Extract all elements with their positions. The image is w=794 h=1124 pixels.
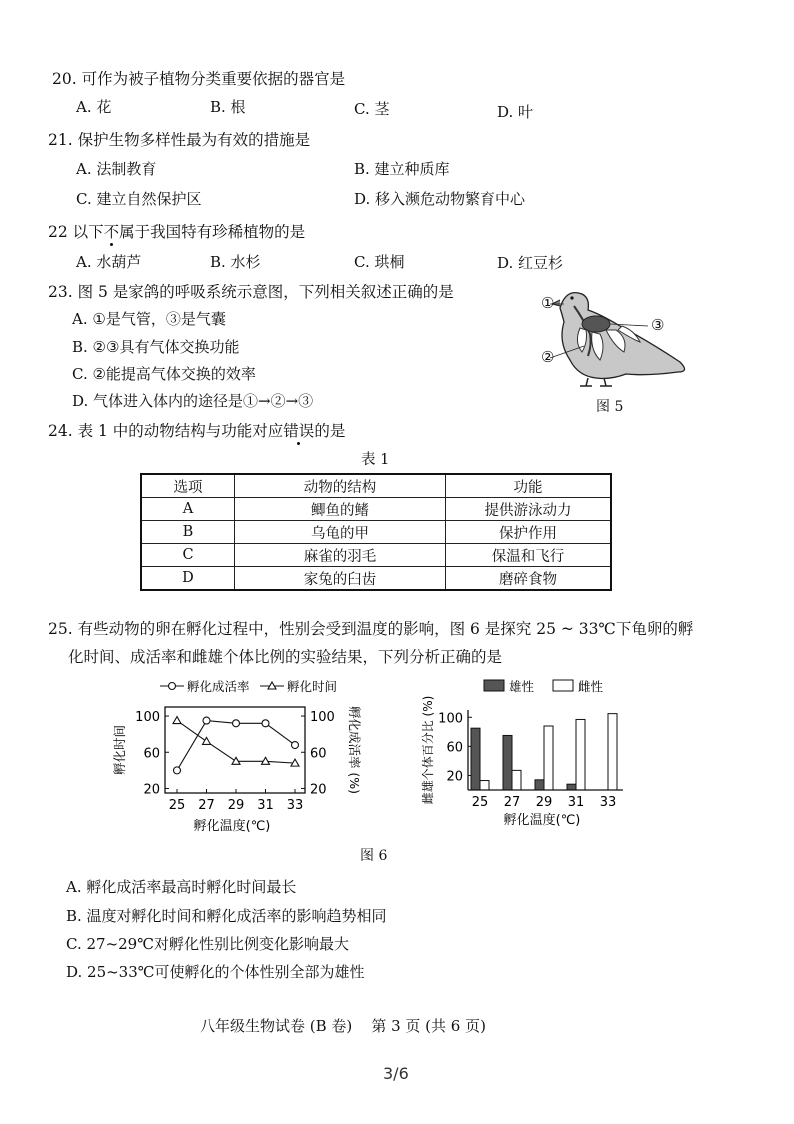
y-right-tick-label: 100 [310,710,335,726]
x-tick-label: 33 [286,798,304,813]
q21-option-a: A. 法制教育 [76,160,157,178]
x-tick-label: 25 [168,798,186,813]
data-point-circle [174,767,181,774]
chart-sex-ratio [418,672,648,842]
legend-circle-marker [169,683,176,690]
bar-female [608,714,617,790]
legend-label: 孵化成活率 [187,679,250,694]
data-point-triangle [173,717,181,724]
table-row [141,544,611,567]
q25-stem-line1: 25. 有些动物的卵在孵化过程中，性别会受到温度的影响，图 6 是探究 25 ~ 33℃下龟卵的孵 [48,620,694,638]
table-row [141,498,611,521]
bar-male [503,735,512,790]
table-row [141,521,611,544]
q22-option-a: A. 水葫芦 [76,253,142,271]
q23-option-d: D. 气体进入体内的途径是①→②→③ [72,392,314,410]
q21-option-d: D. 移入濒危动物繁育中心 [354,190,526,208]
bar-female [512,770,521,790]
chart1-y-right-label: 孵化成活率 (%) [347,705,362,795]
chart2-legend [484,679,604,694]
y-left-tick-label: 60 [143,746,160,762]
table-cell: B [141,521,235,544]
q22-stem: 22 以下不属于我国特有珍稀植物的是 [48,223,306,241]
figure5-label-1: ① [541,294,555,312]
figure6-caption: 图 6 [360,848,388,864]
table-cell: 保护作用 [446,521,612,544]
chart2-x-label: 孵化温度(℃) [503,813,581,828]
q22-option-c: C. 珙桐 [354,253,405,271]
legend-label: 孵化时间 [287,679,338,694]
q20-option-d: D. 叶 [497,103,534,121]
q24-stem: 24. 表 1 中的动物结构与功能对应错误的是 [48,422,346,440]
figure5-label-3: ③ [651,316,665,334]
bar-female [544,726,553,790]
q25-option-d: D. 25~33℃可使孵化的个体性别全部为雄性 [66,963,365,981]
table-cell: D [141,567,235,591]
q23-option-b: B. ②③具有气体交换功能 [72,338,240,356]
q23-option-a: A. ①是气管，③是气囊 [72,310,226,328]
data-point-circle [292,742,299,749]
table-header: 动物的结构 [235,474,446,498]
table-row [141,567,611,591]
bar-male [567,784,576,790]
legend-label: 雌性 [578,679,604,694]
page-number: 3/6 [383,1064,409,1083]
data-point-circle [233,720,240,727]
q20-stem: 20. 可作为被子植物分类重要依据的器官是 [52,70,346,88]
x-tick-label: 27 [198,798,215,813]
table-cell: 麻雀的羽毛 [235,544,446,567]
bar-female [576,719,585,790]
figure5-caption: 图 5 [596,399,624,415]
q21-option-c: C. 建立自然保护区 [76,190,202,208]
chart-hatch-time-survival [112,672,372,842]
y-right-tick-label: 60 [310,746,327,762]
y-left-tick-label: 100 [135,710,160,726]
table1-caption: 表 1 [361,452,390,468]
y-tick-label: 20 [446,769,463,785]
q23-option-c: C. ②能提高气体交换的效率 [72,365,256,383]
q25-stem-line2: 化时间、成活率和雌雄个体比例的实验结果，下列分析正确的是 [68,648,503,666]
table-cell: 乌龟的甲 [235,521,446,544]
table1 [140,473,612,591]
q20-option-c: C. 茎 [354,100,390,118]
chart1-y-left-label: 孵化时间 [112,724,127,776]
x-tick-label: 31 [567,795,585,810]
q22-option-b: B. 水杉 [210,253,261,271]
y-left-tick-label: 20 [143,782,160,798]
figure5-label-2: ② [541,348,555,366]
table-cell: 鲫鱼的鳍 [235,498,446,521]
q21-option-b: B. 建立种质库 [354,160,450,178]
pigeon-respiratory-figure [530,280,700,390]
chart1-legend [160,679,337,694]
q25-option-b: B. 温度对孵化时间和孵化成活率的影响趋势相同 [66,907,387,925]
bar-female [480,781,489,790]
chart1-x-label: 孵化温度(℃) [193,819,271,834]
data-point-circle [262,720,269,727]
x-tick-label: 25 [471,795,489,810]
q20-option-b: B. 根 [210,98,246,116]
data-point-circle [203,717,210,724]
q20-option-a: A. 花 [76,98,112,116]
q23-stem: 23. 图 5 是家鸽的呼吸系统示意图，下列相关叙述正确的是 [48,283,454,301]
table-cell: 保温和飞行 [446,544,612,567]
table-cell: 磨碎食物 [446,567,612,591]
legend-label: 雄性 [509,679,535,694]
q22-option-d: D. 红豆杉 [497,254,564,272]
data-point-triangle [203,737,211,744]
table-header: 选项 [141,474,235,498]
legend-swatch-male [484,680,504,691]
table-cell: 家兔的臼齿 [235,567,446,591]
x-tick-label: 31 [257,798,274,813]
bar-male [535,780,544,790]
table-header-row [141,474,611,498]
table-cell: A [141,498,235,521]
q25-option-c: C. 27~29℃对孵化性别比例变化影响最大 [66,935,350,953]
q25-option-a: A. 孵化成活率最高时孵化时间最长 [66,878,297,896]
table-cell: 提供游泳动力 [446,498,612,521]
y-tick-label: 60 [446,740,463,756]
y-tick-label: 100 [438,711,463,727]
bar-male [471,728,480,790]
page-footer: 八年级生物试卷 (B 卷) 第 3 页 (共 6 页) [200,1017,486,1035]
legend-swatch-female [553,680,573,691]
chart2-y-label: 雌雄个体百分比 (%) [421,695,435,805]
x-tick-label: 29 [535,795,553,810]
x-tick-label: 27 [503,795,521,810]
table-header: 功能 [446,474,612,498]
x-tick-label: 33 [599,795,617,810]
table-cell: C [141,544,235,567]
x-tick-label: 29 [227,798,245,813]
y-right-tick-label: 20 [310,782,327,798]
q21-stem: 21. 保护生物多样性最为有效的措施是 [48,131,311,149]
